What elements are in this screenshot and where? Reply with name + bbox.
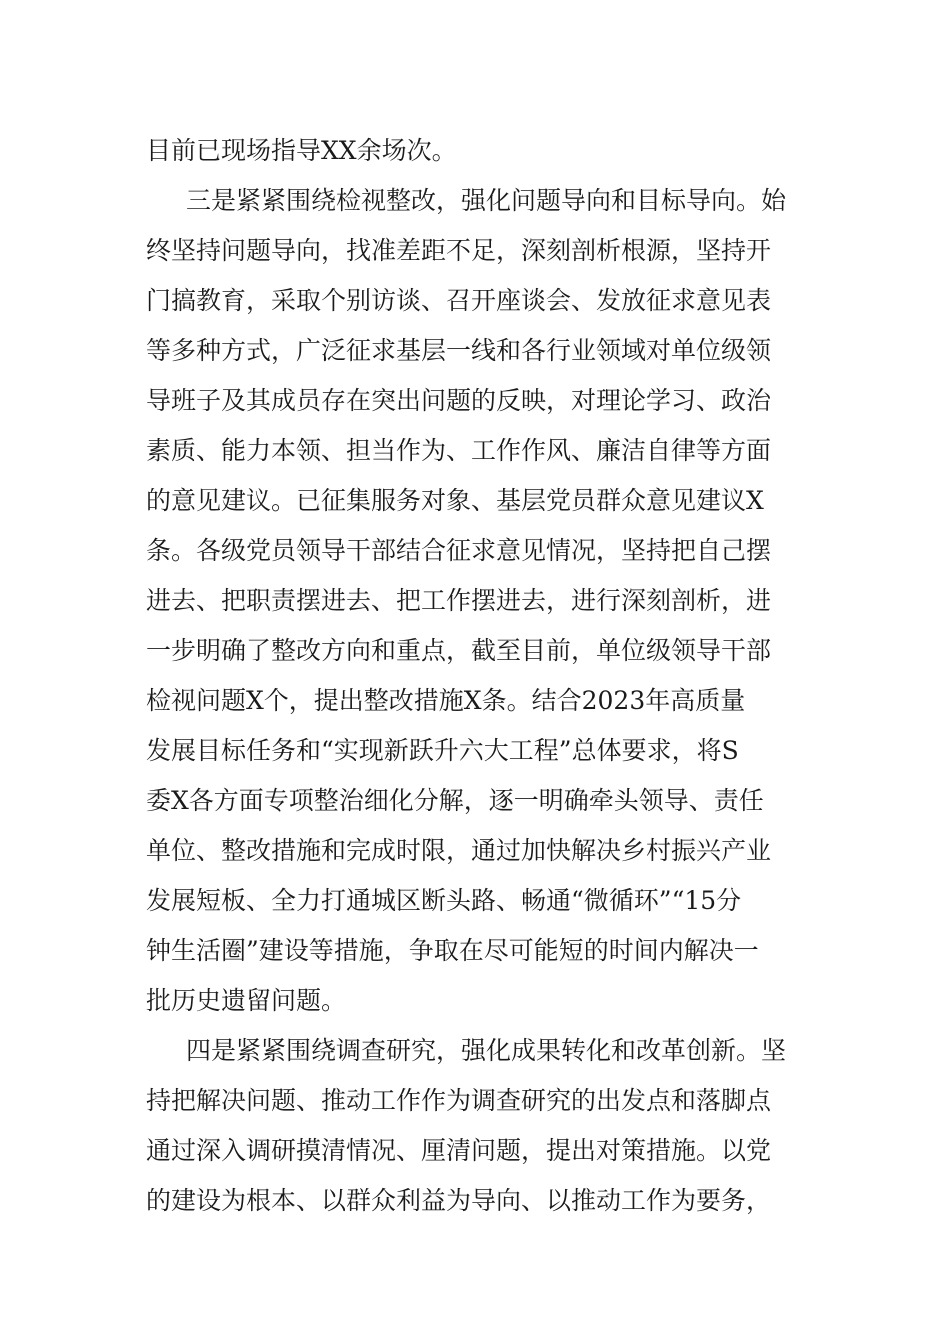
text-line: 进去、把职责摆进去、把工作摆进去，进行深刻剖析，进: [146, 586, 772, 615]
text-line: 委X各方面专项整治细化分解，逐一明确牵头领导、责任: [146, 786, 764, 815]
text-line: 一步明确了整改方向和重点，截至目前，单位级领导干部: [146, 636, 772, 665]
text-line: 门搞教育，采取个别访谈、召开座谈会、发放征求意见表: [146, 286, 772, 315]
text-line: 通过深入调研摸清情况、厘清问题，提出对策措施。以党: [146, 1136, 772, 1165]
text-line: 钟生活圈”建设等措施，争取在尽可能短的时间内解决一: [146, 936, 759, 965]
text-line: 发展短板、全力打通城区断头路、畅通“微循环”“15分: [146, 886, 742, 915]
text-line: 条。各级党员领导干部结合征求意见情况，坚持把自己摆: [146, 536, 772, 565]
text-line: 发展目标任务和“实现新跃升六大工程”总体要求，将S: [146, 736, 739, 765]
text-line: 素质、能力本领、担当作为、工作作风、廉洁自律等方面: [146, 436, 772, 465]
text-line: 单位、整改措施和完成时限，通过加快解决乡村振兴产业: [146, 836, 772, 865]
paragraph-first-line: 四是紧紧围绕调查研究，强化成果转化和改革创新。坚: [186, 1036, 787, 1065]
text-line: 的意见建议。已征集服务对象、基层党员群众意见建议X: [146, 486, 764, 515]
text-line: 目前已现场指导XX余场次。: [146, 136, 457, 165]
paragraph-first-line: 三是紧紧围绕检视整改，强化问题导向和目标导向。始: [186, 186, 787, 215]
text-line: 终坚持问题导向，找准差距不足，深刻剖析根源，坚持开: [146, 236, 772, 265]
text-line: 的建设为根本、以群众利益为导向、以推动工作为要务，: [146, 1186, 772, 1215]
text-line: 检视问题X个，提出整改措施X条。结合2023年高质量: [146, 686, 746, 715]
text-line: 批历史遗留问题。: [146, 986, 347, 1015]
text-line: 等多种方式，广泛征求基层一线和各行业领域对单位级领: [146, 336, 772, 365]
text-line: 持把解决问题、推动工作作为调查研究的出发点和落脚点: [146, 1086, 772, 1115]
text-line: 导班子及其成员存在突出问题的反映，对理论学习、政治: [146, 386, 772, 415]
